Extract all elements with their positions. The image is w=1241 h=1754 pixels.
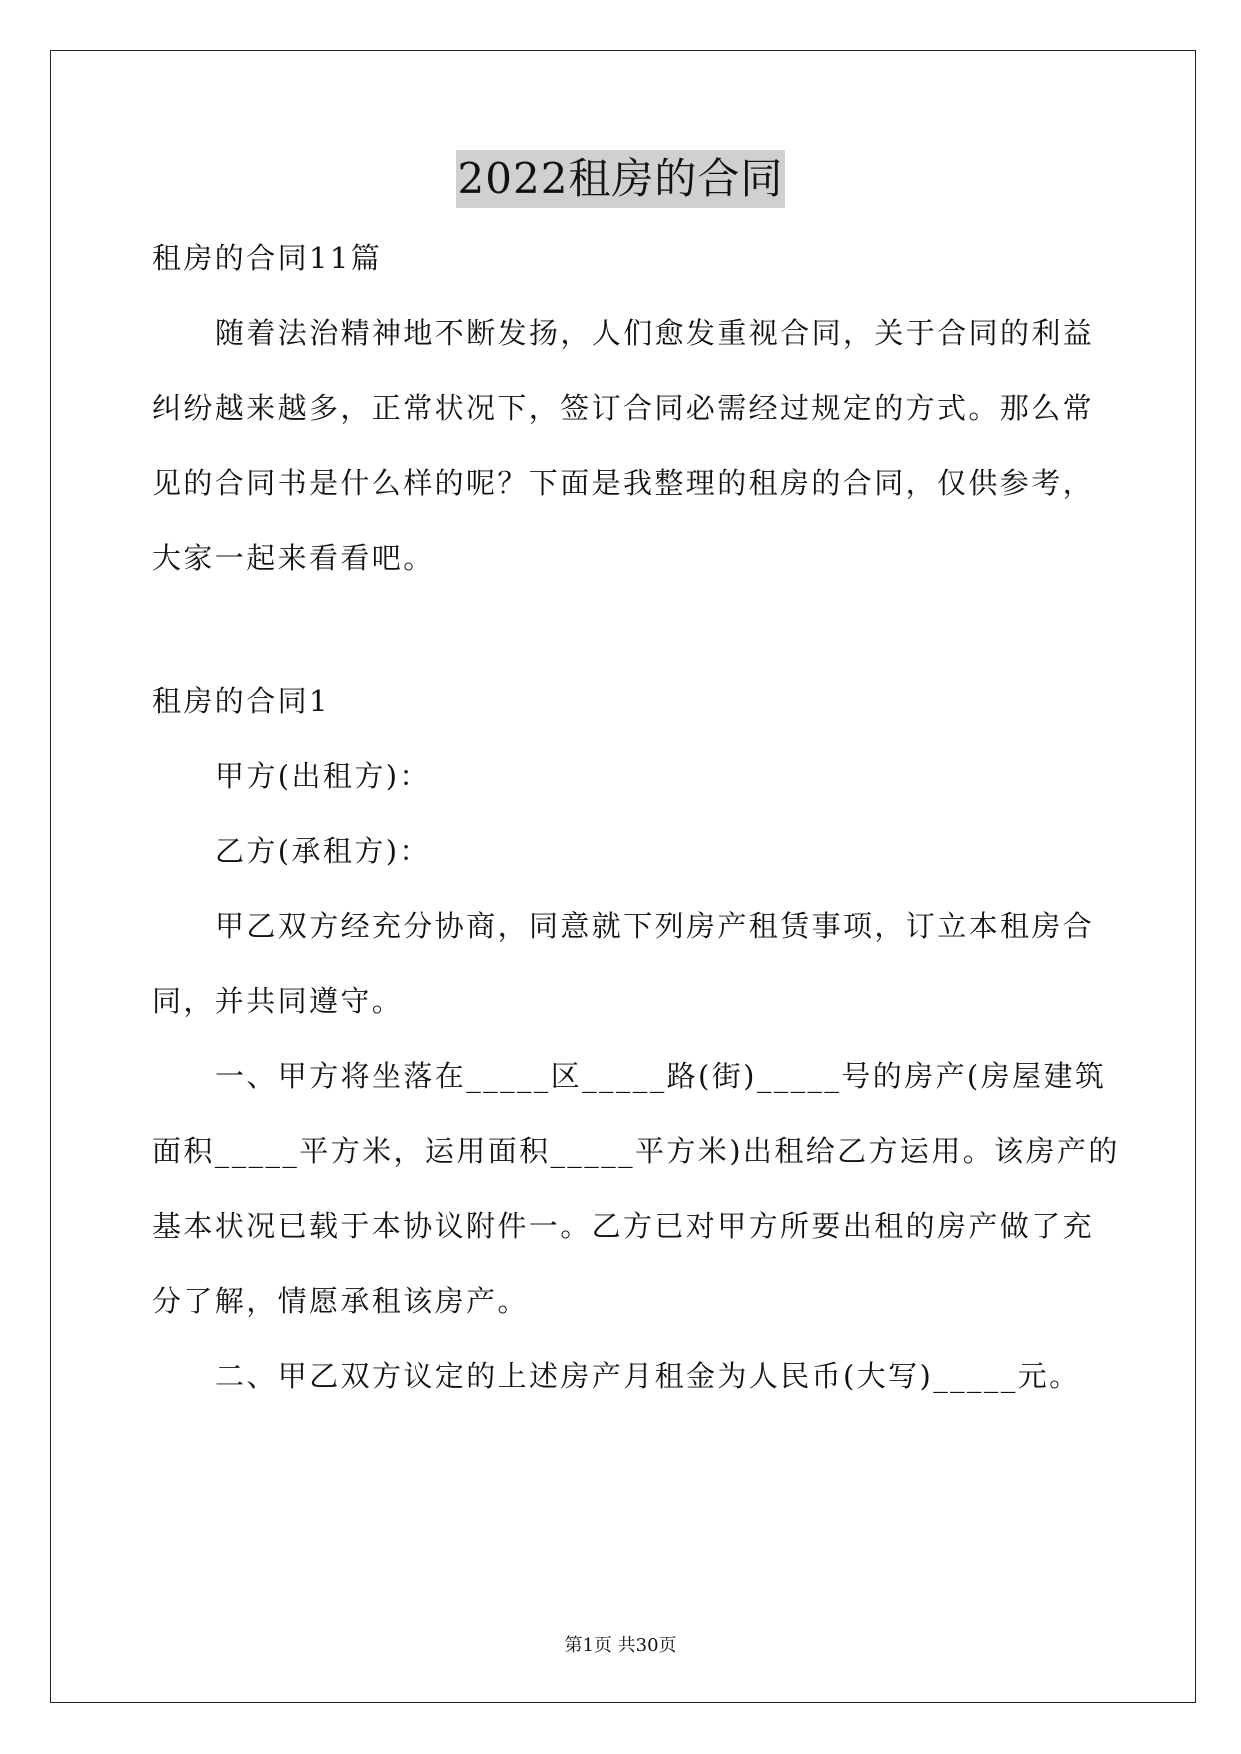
page-footer: 第1页 共30页 xyxy=(564,1635,677,1656)
paragraph-line: 见的合同书是什么样的呢？下面是我整理的租房的合同，仅供参考， xyxy=(152,466,1095,500)
title-container xyxy=(0,150,1241,208)
party-b-line: 乙方(承租方)： xyxy=(215,834,431,868)
paragraph-line: 纠纷越来越多，正常状况下，签订合同必需经过规定的方式。那么常 xyxy=(152,391,1095,425)
clause-line: 二、甲乙双方议定的上述房产月租金为人民币(大写)_____元。 xyxy=(215,1359,1081,1393)
paragraph-line: 甲乙双方经充分协商，同意就下列房产租赁事项，订立本租房合 xyxy=(215,909,1095,943)
clause-line: 一、甲方将坐落在_____区_____路(街)_____号的房产(房屋建筑 xyxy=(215,1059,1107,1093)
subtitle-line: 租房的合同11篇 xyxy=(152,241,383,275)
clause-line: 基本状况已载于本协议附件一。乙方已对甲方所要出租的房产做了充 xyxy=(152,1209,1095,1243)
paragraph-line: 大家一起来看看吧。 xyxy=(152,541,435,575)
party-a-line: 甲方(出租方)： xyxy=(215,759,431,793)
document-title: 2022租房的合同 xyxy=(456,150,786,208)
clause-line: 分了解，情愿承租该房产。 xyxy=(152,1284,529,1318)
paragraph-line: 随着法治精神地不断发扬，人们愈发重视合同，关于合同的利益 xyxy=(215,316,1095,350)
section-heading: 租房的合同1 xyxy=(152,684,330,718)
paragraph-line: 同，并共同遵守。 xyxy=(152,984,404,1018)
clause-line: 面积_____平方米，运用面积_____平方米)出租给乙方运用。该房产的 xyxy=(152,1134,1120,1168)
page-frame xyxy=(50,50,1196,1703)
